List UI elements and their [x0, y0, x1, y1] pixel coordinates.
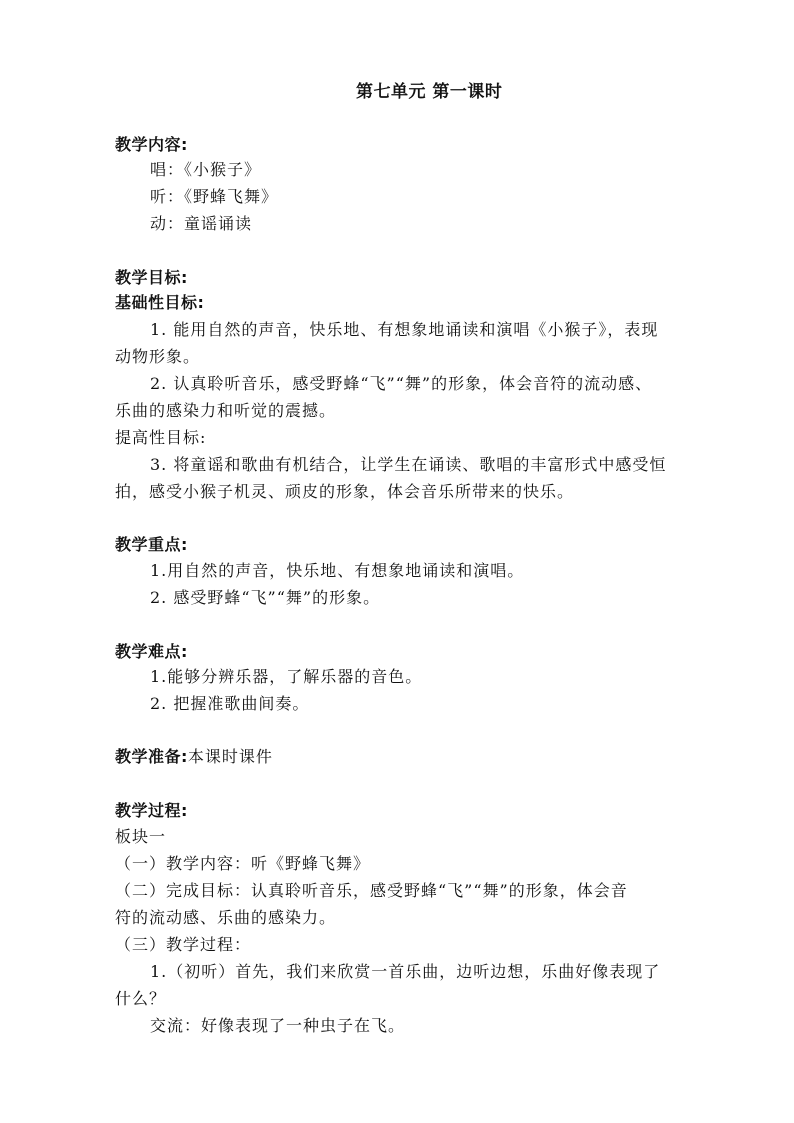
key-point-1: 1.用自然的声音，快乐地、有想象地诵读和演唱。 — [150, 561, 525, 580]
goal-1-line-1: 1. 能用自然的声音，快乐地、有想象地诵读和演唱《小猴子》，表现 — [150, 320, 659, 339]
document-title: 第七单元 第一课时 — [356, 82, 503, 102]
difficulty-1: 1.能够分辨乐器，了解乐器的音色。 — [150, 667, 423, 686]
process-exchange: 交流：好像表现了一种虫子在飞。 — [150, 1016, 406, 1035]
goal-3-line-2: 拍，感受小猴子机灵、顽皮的形象，体会音乐所带来的快乐。 — [115, 482, 575, 501]
process-block: 板块一 — [115, 827, 167, 846]
preparation-text: 本课时课件 — [187, 747, 273, 766]
advanced-goals-heading: 提高性目标: — [115, 428, 207, 447]
process-item-3: （三）教学过程： — [115, 935, 252, 954]
content-listen: 听：《野蜂飞舞》 — [150, 187, 279, 206]
content-sing: 唱：《小猴子》 — [150, 160, 262, 179]
goal-2-line-2: 乐曲的感染力和听觉的震撼。 — [115, 401, 337, 420]
goals-heading: 教学目标: — [115, 268, 188, 287]
key-point-2: 2. 感受野蜂“飞”“舞”的形象。 — [150, 588, 381, 607]
content-move: 动：童谣诵读 — [150, 214, 253, 233]
goal-2-line-1: 2. 认真聆听音乐，感受野蜂“飞”“舞”的形象，体会音符的流动感、 — [150, 374, 653, 393]
process-item-1: （一）教学内容：听《野蜂飞舞》 — [115, 854, 371, 873]
process-item-2-line-1: （二）完成目标：认真聆听音乐，感受野蜂“飞”“舞”的形象，体会音 — [115, 881, 628, 900]
preparation-line — [115, 745, 273, 769]
process-step-1-line-2: 什么？ — [115, 989, 167, 1008]
goal-1-line-2: 动物形象。 — [115, 347, 201, 366]
process-heading: 教学过程: — [115, 801, 188, 820]
process-item-2-line-2: 符的流动感、乐曲的感染力。 — [115, 908, 337, 927]
goal-3-line-1: 3. 将童谣和歌曲有机结合，让学生在诵读、歌唱的丰富形式中感受恒 — [150, 455, 667, 474]
difficulties-heading: 教学难点: — [115, 642, 188, 661]
basic-goals-heading: 基础性目标: — [115, 293, 205, 312]
process-step-1-line-1: 1.（初听）首先，我们来欣赏一首乐曲，边听边想，乐曲好像表现了 — [150, 962, 661, 981]
content-heading: 教学内容: — [115, 135, 188, 154]
key-points-heading: 教学重点: — [115, 535, 188, 554]
difficulty-2: 2. 把握准歌曲间奏。 — [150, 694, 310, 713]
preparation-heading: 教学准备: — [115, 747, 188, 766]
